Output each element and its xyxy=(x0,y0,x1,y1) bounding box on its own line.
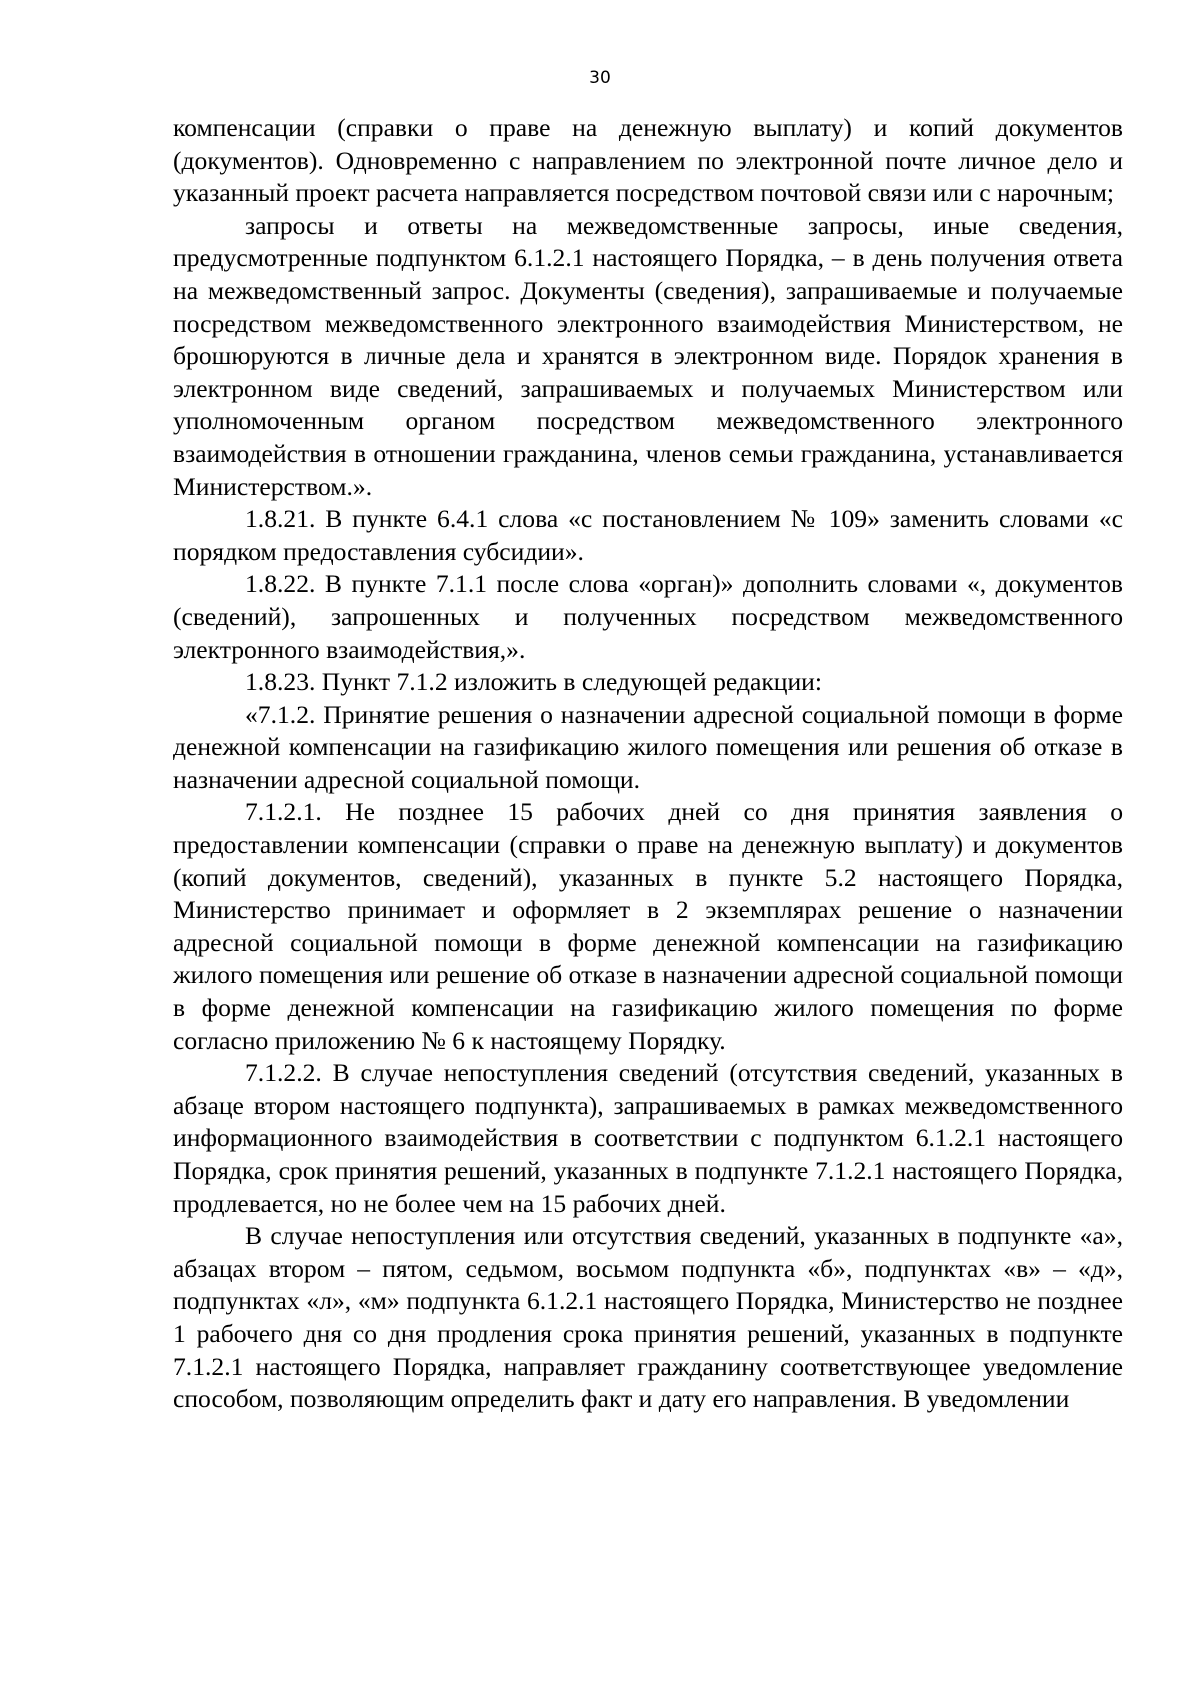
paragraph-non-receipt: В случае непоступления или отсутствия сведений, указанных в подпункте «а», абзацах втором – пятом, седьмом, восьмом подпункта «б», подпунктах «в» – «д», подпунктах «л», «м» подпункта 6.1.2.1 настоящего Порядка, Министерство не позднее 1 рабочего дня со дня продления срока принятия решений, указанных в подпункте 7.1.2.1 настоящего Порядка, направляет гражданину соответствующее уведомление способом, позволяющим определить факт и дату его направления. В уведомлении xyxy=(173,1221,1123,1414)
document-body xyxy=(173,112,1123,1416)
paragraph-1-8-21: 1.8.21. В пункте 6.4.1 слова «с постановлением № 109» заменить словами «с порядком предоставления субсидии». xyxy=(173,504,1123,566)
paragraph-7-1-2-1: 7.1.2.1. Не позднее 15 рабочих дней со дня принятия заявления о предоставлении компенсации (справки о праве на денежную выплату) и документов (копий документов, сведений), указанных в пункте 5.2 настоящего Порядка, Министерство принимает и оформляет в 2 экземплярах решение о назначении адресной социальной помощи в форме денежной компенсации на газификацию жилого помещения или решение об отказе в назначении адресной социальной помощи в форме денежной компенсации на газификацию жилого помещения по форме согласно приложению № 6 к настоящему Порядку. xyxy=(173,797,1123,1055)
paragraph-1-8-22: 1.8.22. В пункте 7.1.1 после слова «орган)» дополнить словами «, документов (сведений), запрошенных и полученных посредством межведомственного электронного взаимодействия,». xyxy=(173,569,1123,664)
paragraph-1-8-23: 1.8.23. Пункт 7.1.2 изложить в следующей редакции: xyxy=(245,667,822,697)
paragraph-interagency-requests: запросы и ответы на межведомственные запросы, иные сведения, предусмотренные подпунктом 6.1.2.1 настоящего Порядка, – в день получения ответа на межведомственный запрос. Документы (сведения), запрашиваемые и получаемые посредством межведомственного электронного взаимодействия Министерством, не брошюруются в личные дела и хранятся в электронном виде. Порядок хранения в электронном виде сведений, запрашиваемых и получаемых Министерством или уполномоченным органом посредством межведомственного электронного взаимодействия в отношении гражданина, членов семьи гражданина, устанавливается Министерством.». xyxy=(173,210,1123,501)
page-number: 30 xyxy=(589,68,611,88)
paragraph-7-1-2-2: 7.1.2.2. В случае непоступления сведений (отсутствия сведений, указанных в абзаце втором настоящего подпункта), запрашиваемых в рамках межведомственного информационного взаимодействия в соответствии с подпунктом 6.1.2.1 настоящего Порядка, срок принятия решений, указанных в подпункте 7.1.2.1 настоящего Порядка, продлевается, но не более чем на 15 рабочих дней. xyxy=(173,1058,1123,1218)
paragraph-continuation: компенсации (справки о праве на денежную выплату) и копий документов (документов). Одновременно с направлением по электронной почте личное дело и указанный проект расчета направляется посредством почтовой связи или с нарочным; xyxy=(173,113,1123,208)
paragraph-7-1-2: «7.1.2. Принятие решения о назначении адресной социальной помощи в форме денежной компенсации на газификацию жилого помещения или решения об отказе в назначении адресной социальной помощи. xyxy=(173,699,1123,794)
